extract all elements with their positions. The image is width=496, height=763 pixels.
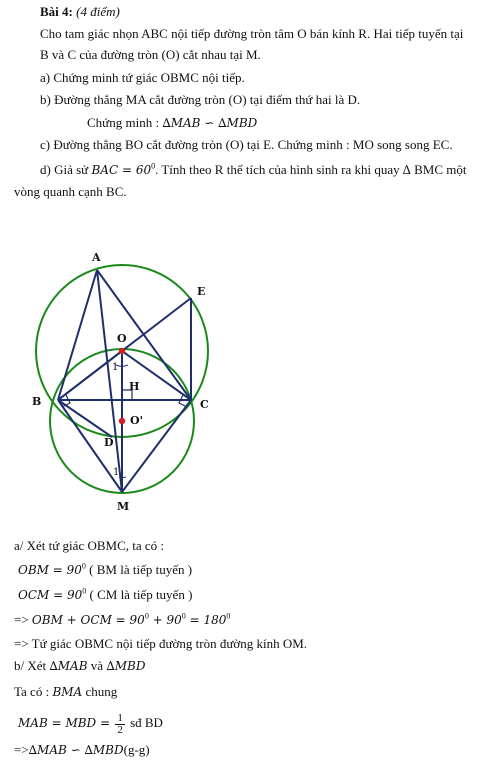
label-o-prime: O': [130, 414, 143, 427]
solution-a-line-1: [18, 562, 192, 578]
solution-a-line-3: [14, 612, 230, 628]
label-angle-m-1: 1: [113, 467, 120, 478]
b2-formula: MAB = MBD =: [18, 716, 111, 730]
solution-b-header: [14, 658, 145, 674]
a3-sup-2: 0: [181, 611, 186, 621]
a2-sup: 0: [82, 586, 87, 596]
prove-formula: ∆MAB ∽ ∆MBD: [162, 116, 258, 130]
label-h: H: [129, 380, 140, 393]
problem-part-d-2: vòng quanh cạnh BC.: [14, 184, 127, 199]
a1-sup: 0: [81, 561, 86, 571]
b-header-and: và: [90, 658, 104, 673]
b3-formula: ∆MAB ∽ ∆MBD: [28, 743, 124, 757]
b2-suffix: sđ BD: [130, 715, 163, 730]
a3-plus: + 90: [148, 613, 182, 627]
solution-b-line-2: [18, 712, 163, 736]
geometry-figure: [0, 235, 496, 525]
problem-intro-2: B và C của đường tròn (O) cắt nhau tại M.: [40, 47, 261, 62]
part-d-prefix: d) Giả sử: [40, 162, 89, 177]
prove-label: Chứng minh :: [87, 115, 160, 130]
a3-formula: OBM + OCM = 90: [31, 613, 145, 627]
label-angle-o-1: 1: [112, 362, 119, 373]
label-a: A: [92, 251, 101, 264]
b1-formula: BMA: [52, 685, 83, 699]
a2-formula: OCM = 90: [18, 588, 83, 602]
problem-title-line: [40, 4, 120, 20]
a3-prefix: =>: [14, 612, 29, 627]
b-header-prefix: b/ Xét: [14, 658, 47, 673]
label-d: D: [104, 436, 114, 449]
segment-am: [97, 270, 122, 492]
problem-part-c: c) Đường thẳng BO cắt đường tròn (O) tại E. Chứng minh : MO song song EC.: [40, 137, 453, 152]
b3-prefix: =>: [14, 742, 29, 757]
solution-b-line-3: [14, 742, 150, 758]
b3-suffix: (g-g): [123, 742, 150, 757]
problem-points: (4 điểm): [76, 4, 120, 19]
fraction-numerator: 1: [117, 711, 123, 724]
solution-a-line-4: => Tứ giác OBMC nội tiếp đường tròn đường kính OM.: [14, 636, 308, 651]
b-header-f2: ∆MBD: [106, 659, 146, 673]
a2-note: ( CM là tiếp tuyến ): [89, 587, 193, 602]
a3-eq: = 180: [185, 613, 227, 627]
fraction-denominator: 2: [117, 723, 123, 736]
figure-lines: [58, 270, 191, 492]
solution-a-line-2: [18, 587, 192, 603]
solution-b-line-1: [14, 684, 117, 700]
problem-part-b: b) Đường thẳng MA cắt đường tròn (O) tại điểm thứ hai là D.: [40, 92, 361, 107]
problem-title: Bài 4:: [40, 4, 73, 19]
a3-sup-3: 0: [226, 611, 231, 621]
segment-ab: [58, 270, 97, 400]
label-c: C: [200, 398, 209, 411]
a3-sup-1: 0: [144, 611, 149, 621]
problem-part-d-1: [40, 162, 466, 178]
point-o: [119, 348, 125, 354]
a1-note: ( BM là tiếp tuyến ): [89, 562, 193, 577]
problem-part-b-prove: [87, 115, 257, 131]
label-o: O: [117, 332, 127, 345]
b1-suffix: chung: [85, 684, 118, 699]
b-header-f1: ∆MAB: [49, 659, 88, 673]
part-d-sup: 0: [151, 161, 156, 171]
label-e: E: [197, 285, 206, 298]
part-d-formula: BAC = 60: [91, 163, 152, 177]
solution-a-header: a/ Xét tứ giác OBMC, ta có :: [14, 538, 165, 553]
b1-prefix: Ta có :: [14, 684, 50, 699]
problem-intro-1: Cho tam giác nhọn ABC nội tiếp đường tròn tâm O bán kính R. Hai tiếp tuyến tại: [40, 26, 464, 41]
a1-formula: OBM = 90: [18, 563, 82, 577]
point-o-prime: [119, 418, 125, 424]
label-m: M: [117, 500, 130, 513]
label-b: B: [32, 395, 42, 408]
problem-part-a: a) Chứng minh tứ giác OBMC nội tiếp.: [40, 70, 245, 85]
fraction-one-half: [115, 713, 125, 736]
part-d-suffix: . Tính theo R thể tích của hình sinh ra khi quay ∆ BMC một: [155, 162, 467, 177]
